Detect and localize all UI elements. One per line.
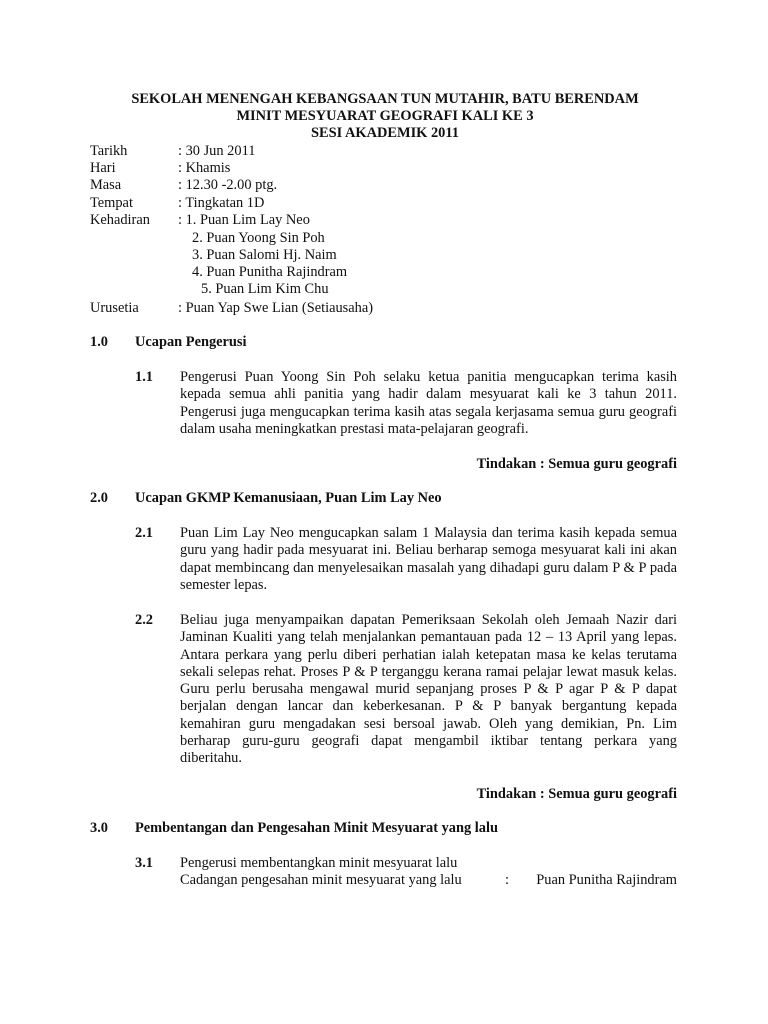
meta-label-time: Masa <box>90 177 122 193</box>
meta-label-day: Hari <box>90 160 116 176</box>
item-paragraph: Beliau juga menyampaikan dapatan Pemeriksaan Sekolah oleh Jemaah Nazir dari Jaminan Kualiti yang telah menjalankan pemantauan pada 12 – 13 April yang lepas. Antara perkara yang perlu diberi perhatian ialah ketepatan masa ke kelas terutama sekali selepas rehat. Proses P & P terganggu kerana ramai pelajar lewat masuk kelas. Guru perlu berusaha mengawal murid sepanjang proses P & P agar P & P dapat berjalan dengan lancar dan keberkesanan. P & P banyak bergantung kepada kemahiran guru mengadakan sesi bersoal jawab. Oleh yang demikian, Pn. Lim berharap guru-guru geografi dapat mengambil iktibar tentang perkara yang diberitahu. <box>180 612 677 767</box>
meta-value-day: : Khamis <box>178 160 231 176</box>
meta-label-place: Tempat <box>90 195 133 211</box>
item-number: 2.2 <box>135 612 153 628</box>
meta-label-attendance: Kehadiran <box>90 212 150 228</box>
item-paragraph: Puan Lim Lay Neo mengucapkan salam 1 Malaysia dan terima kasih kepada semua guru yang hadir pada mesyuarat ini. Beliau berharap semoga mesyuarat kali ini akan dapat membincang dan menyelesaikan masalah yang dihadapi guru dalam P & P pada semester lepas. <box>180 525 677 593</box>
school-name: SEKOLAH MENENGAH KEBANGSAAN TUN MUTAHIR, BATU BERENDAM <box>131 91 639 107</box>
attendee-item: 3. Puan Salomi Hj. Naim <box>192 247 337 263</box>
item-number: 3.1 <box>135 855 153 871</box>
item-number: 2.1 <box>135 525 153 541</box>
action-note: Tindakan : Semua guru geografi <box>476 456 677 472</box>
meta-value-attendance: : 1. Puan Lim Lay Neo <box>178 212 310 228</box>
meta-value-time: : 12.30 -2.00 ptg. <box>178 177 278 193</box>
attendee-item: 2. Puan Yoong Sin Poh <box>192 230 325 246</box>
item-line-proposer <box>180 872 677 889</box>
item-paragraph: Pengerusi Puan Yoong Sin Poh selaku ketua panitia mengucapkan terima kasih kepada semua ahli panitia yang hadir dalam mesyuarat kali ke 3 tahun 2011. Pengerusi juga mengucapkan terima kasih atas segala kerjasama semua guru geografi dalam usaha meningkatkan prestasi mata-pelajaran geografi. <box>180 369 677 437</box>
section-title: Ucapan Pengerusi <box>135 334 247 350</box>
section-title: Ucapan GKMP Kemanusiaan, Puan Lim Lay Neo <box>135 490 442 506</box>
section-number: 1.0 <box>90 334 108 350</box>
minutes-title: MINIT MESYUARAT GEOGRAFI KALI KE 3 <box>236 108 534 124</box>
meta-value-secretary: : Puan Yap Swe Lian (Setiausaha) <box>178 300 374 316</box>
item-number: 1.1 <box>135 369 153 385</box>
academic-session: SESI AKADEMIK 2011 <box>311 125 459 141</box>
meta-label-secretary: Urusetia <box>90 300 139 316</box>
section-number: 2.0 <box>90 490 108 506</box>
attendee-item: 5. Puan Lim Kim Chu <box>201 281 329 297</box>
meta-value-place: : Tingkatan 1D <box>178 195 265 211</box>
meta-value-date: : 30 Jun 2011 <box>178 143 256 159</box>
item-line: Pengerusi membentangkan minit mesyuarat lalu <box>180 855 458 871</box>
proposer-colon: : <box>505 872 509 888</box>
proposer-label: Cadangan pengesahan minit mesyuarat yang lalu <box>180 872 462 888</box>
section-number: 3.0 <box>90 820 108 836</box>
section-title: Pembentangan dan Pengesahan Minit Mesyuarat yang lalu <box>135 820 498 836</box>
attendee-item: 4. Puan Punitha Rajindram <box>192 264 348 280</box>
proposer-name: Puan Punitha Rajindram <box>536 872 677 888</box>
action-note: Tindakan : Semua guru geografi <box>476 786 677 802</box>
meta-label-date: Tarikh <box>90 143 128 159</box>
